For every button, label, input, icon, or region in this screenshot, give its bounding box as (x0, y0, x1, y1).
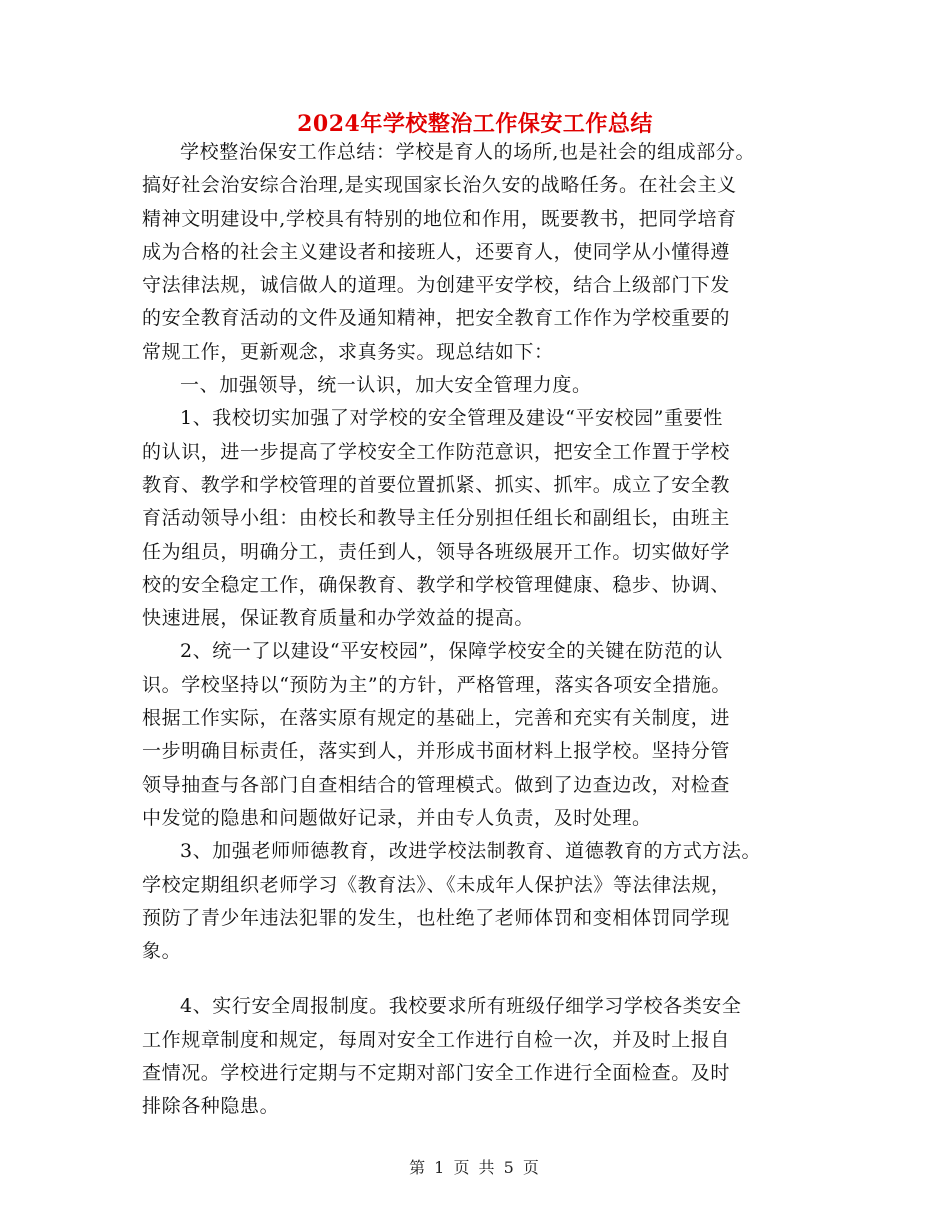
paragraph-line: 学校定期组织老师学习《教育法》、《未成年人保护法》等法律法规， (142, 873, 731, 896)
paragraph-line: 领导抽查与各部门自查相结合的管理模式。做到了边查边改，对检查 (142, 773, 731, 796)
paragraph-line: 4、实行安全周报制度。我校要求所有班级仔细学习学校各类安全 (180, 995, 742, 1018)
paragraph-line: 中发觉的隐患和问题做好记录，并由专人负责，及时处理。 (142, 806, 652, 829)
document-body (142, 136, 842, 1124)
paragraph-gap (142, 968, 842, 990)
paragraph-line: 排除各种隐患。 (142, 1095, 280, 1118)
paragraph-line: 搞好社会治安综合治理,是实现国家长治久安的战略任务。在社会主义 (142, 174, 737, 197)
paragraph-line: 根据工作实际，在落实原有规定的基础上，完善和充实有关制度，进 (142, 707, 731, 730)
page-footer: 第 1 页 共 5 页 (409, 1158, 541, 1177)
paragraph-line: 1、我校切实加强了对学校的安全管理及建设“平安校园”重要性 (180, 407, 723, 430)
paragraph-line: 快速进展，保证教育质量和办学效益的提高。 (142, 607, 535, 630)
paragraph-line: 象。 (142, 940, 182, 963)
paragraph-line: 工作规章制度和规定，每周对安全工作进行自检一次，并及时上报自 (142, 1028, 731, 1051)
paragraph-line: 任为组员，明确分工，责任到人，领导各班级展开工作。切实做好学 (142, 540, 731, 563)
document-title: 2024年学校整治工作保安工作总结 (297, 111, 653, 137)
paragraph-line: 2、统一了以建设“平安校园”，保障学校安全的关键在防范的认 (180, 640, 723, 663)
section-heading: 一、加强领导，统一认识，加大安全管理力度。 (180, 374, 592, 397)
paragraph-line: 精神文明建设中,学校具有特别的地位和作用，既要教书，把同学培育 (142, 207, 737, 230)
paragraph-line: 查情况。学校进行定期与不定期对部门安全工作进行全面检查。及时 (142, 1062, 731, 1085)
paragraph-line: 常规工作，更新观念，求真务实。现总结如下： (142, 340, 554, 363)
paragraph-line: 学校整治保安工作总结：学校是育人的场所,也是社会的组成部分。 (180, 141, 756, 163)
paragraph-line: 的安全教育活动的文件及通知精神，把安全教育工作作为学校重要的 (142, 307, 731, 330)
paragraph-line: 识。学校坚持以“预防为主”的方针，严格管理，落实各项安全措施。 (142, 673, 732, 696)
paragraph-line: 预防了青少年违法犯罪的发生，也杜绝了老师体罚和变相体罚同学现 (142, 906, 731, 929)
paragraph-line: 守法律法规，诚信做人的道理。为创建平安学校，结合上级部门下发 (142, 274, 731, 297)
paragraph-line: 教育、教学和学校管理的首要位置抓紧、抓实、抓牢。成立了安全教 (142, 473, 731, 496)
paragraph-line: 一步明确目标责任，落实到人，并形成书面材料上报学校。坚持分管 (142, 740, 731, 763)
paragraph-line: 成为合格的社会主义建设者和接班人，还要育人，使同学从小懂得遵 (142, 240, 731, 263)
paragraph-line: 的认识，进一步提高了学校安全工作防范意识，把安全工作置于学校 (142, 440, 731, 463)
paragraph-line: 育活动领导小组：由校长和教导主任分别担任组长和副组长，由班主 (142, 507, 731, 530)
paragraph-line: 3、加强老师师德教育，改进学校法制教育、道德教育的方式方法。 (180, 840, 762, 863)
paragraph-line: 校的安全稳定工作，确保教育、教学和学校管理健康、稳步、协调、 (142, 573, 731, 596)
